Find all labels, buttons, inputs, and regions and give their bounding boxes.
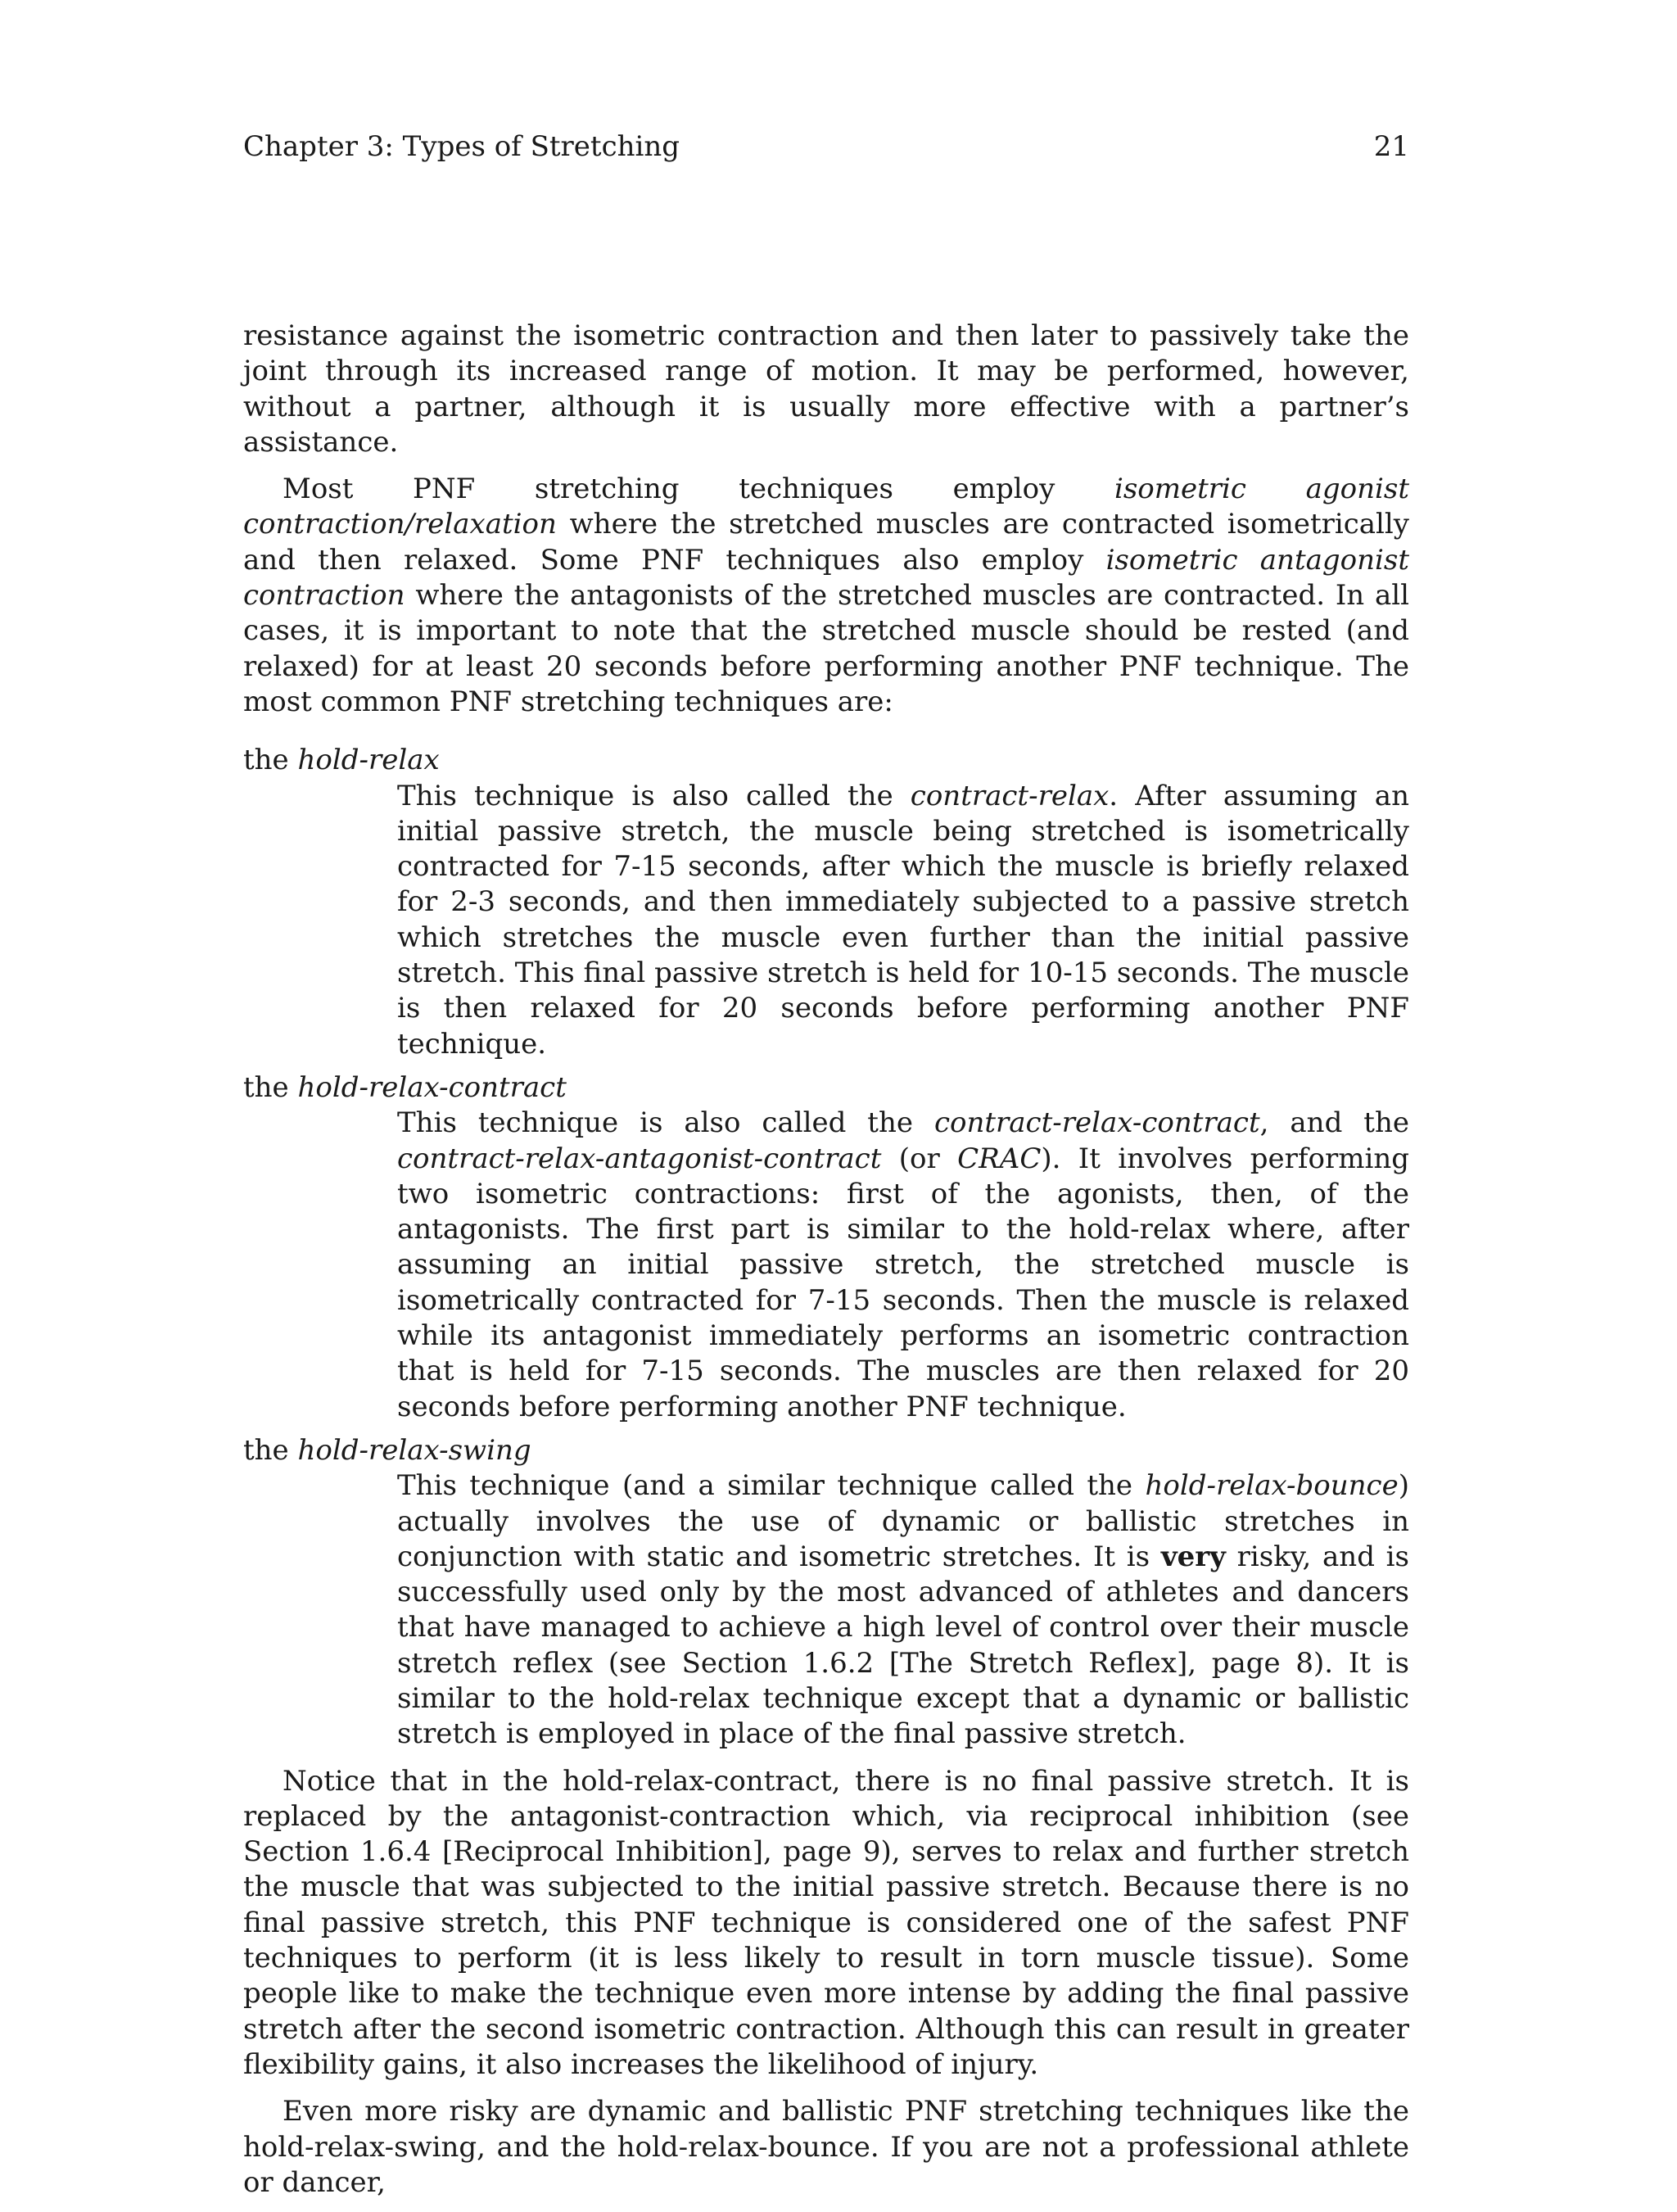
text-run: where the stretched muscles are contracted isometrically and then relaxed. Some PNF techniques also employ bbox=[243, 508, 1409, 577]
term-prefix: the bbox=[243, 744, 298, 777]
term-prefix: the bbox=[243, 1433, 298, 1467]
technique-definition-hold-relax-contract bbox=[397, 1106, 1409, 1425]
term-crac: CRAC bbox=[957, 1142, 1042, 1175]
emphasis-very: very bbox=[1160, 1540, 1226, 1573]
technique-term-hold-relax-swing bbox=[243, 1433, 1409, 1468]
technique-definition-hold-relax bbox=[397, 779, 1409, 1062]
term-prefix: the bbox=[243, 1070, 298, 1104]
text-run: ). It involves performing two isometric contractions: first of the agonists, then, of the antagonists. The first part is similar to the hold-relax where, after assuming an initial passive stretch, the stretched muscle is isometrically contracted for 7-15 seconds. Then the muscle is relaxed while its antagonist immediately performs an isometric contraction that is held for 7-15 seconds. The muscles are then relaxed for 20 seconds before performing another PNF technique. bbox=[397, 1142, 1409, 1423]
chapter-title: Chapter 3: Types of Stretching bbox=[243, 130, 680, 163]
running-header bbox=[243, 127, 1409, 166]
paragraph-notice: Notice that in the hold-relax-contract, there is no final passive stretch. It is replaced by the antagonist-contraction which, via reciprocal inhibition (see Section 1.6.4 [Reciprocal Inhibition], page 9), serves to relax and further stretch the muscle that was subjected to the initial passive stretch. Because there is no final passive stretch, this PNF technique is considered one of the safest PNF techniques to perform (it is less likely to result in torn muscle tissue). Some people like to make the technique even more intense by adding the final passive stretch after the second isometric contraction. Although this can result in greater flexibility gains, it also increases the likelihood of injury. bbox=[243, 1764, 1409, 2081]
document-page bbox=[243, 127, 1409, 2212]
text-run: , and the bbox=[1259, 1106, 1409, 1140]
term-name: hold-relax bbox=[297, 744, 440, 777]
term-hold-relax-bounce: hold-relax-bounce bbox=[1145, 1469, 1399, 1503]
text-run: (or bbox=[881, 1142, 958, 1175]
text-run: This technique (and a similar technique called the bbox=[397, 1469, 1146, 1503]
paragraph-even-more-risky: Even more risky are dynamic and ballistic PNF stretching techniques like the hold-relax-swing, and the hold-relax-bounce. If you are not a professional athlete or dancer, bbox=[243, 2095, 1409, 2199]
technique-term-hold-relax bbox=[243, 743, 1409, 778]
term-isometric-agonist: isometric agonist contraction/relaxation bbox=[243, 473, 1409, 541]
text-run: risky, and is successfully used only by the most advanced of athletes and dancers that have managed to achieve a high level of control over their muscle stretch reflex (see Section 1.6.2 [The Stretch Reflex], page 8). It is similar to the hold-relax technique except that a dynamic or ballistic stretch is employed in place of the final passive stretch. bbox=[397, 1540, 1410, 1751]
text-run: ) actually involves the use of dynamic or ballistic stretches in conjunction with static and isometric stretches. It is bbox=[397, 1469, 1409, 1573]
term-name: hold-relax-swing bbox=[297, 1433, 531, 1467]
term-crac-long: contract-relax-antagonist-contract bbox=[397, 1142, 882, 1175]
technique-list bbox=[243, 743, 1409, 1752]
technique-term-hold-relax-contract bbox=[243, 1070, 1409, 1106]
text-run: This technique is also called the bbox=[397, 779, 911, 812]
paragraph-continued: resistance against the isometric contraction and then later to passively take the joint through its increased range of motion. It may be performed, however, without a partner, although it is usually more effective with a partner’s assistance. bbox=[243, 319, 1409, 459]
text-run: This technique is also called the bbox=[397, 1106, 934, 1140]
page-number: 21 bbox=[1373, 130, 1409, 163]
text-run: where the antagonists of the stretched muscles are contracted. In all cases, it is important to note that the stretched muscle should be rested (and relaxed) for at least 20 seconds before performing another PNF technique. The most common PNF stretching techniques are: bbox=[243, 579, 1409, 718]
term-contract-relax-contract: contract-relax-contract bbox=[933, 1106, 1260, 1140]
text-run: Most PNF stretching techniques employ bbox=[283, 473, 1114, 506]
term-name: hold-relax-contract bbox=[297, 1070, 567, 1104]
term-isometric-antagonist: isometric antagonist contraction bbox=[243, 543, 1409, 613]
technique-definition-hold-relax-swing bbox=[397, 1468, 1409, 1752]
body-text bbox=[243, 319, 1409, 2201]
paragraph-pnf-techniques bbox=[243, 472, 1409, 720]
term-contract-relax: contract-relax bbox=[910, 779, 1110, 812]
text-run: . After assuming an initial passive stretch, the muscle being stretched is isometrically contracted for 7-15 seconds, after which the muscle is briefly relaxed for 2-3 seconds, and then immediately subjected to a passive stretch which stretches the muscle even further than the initial passive stretch. This final passive stretch is held for 10-15 seconds. The muscle is then relaxed for 20 seconds before performing another PNF technique. bbox=[397, 779, 1409, 1061]
